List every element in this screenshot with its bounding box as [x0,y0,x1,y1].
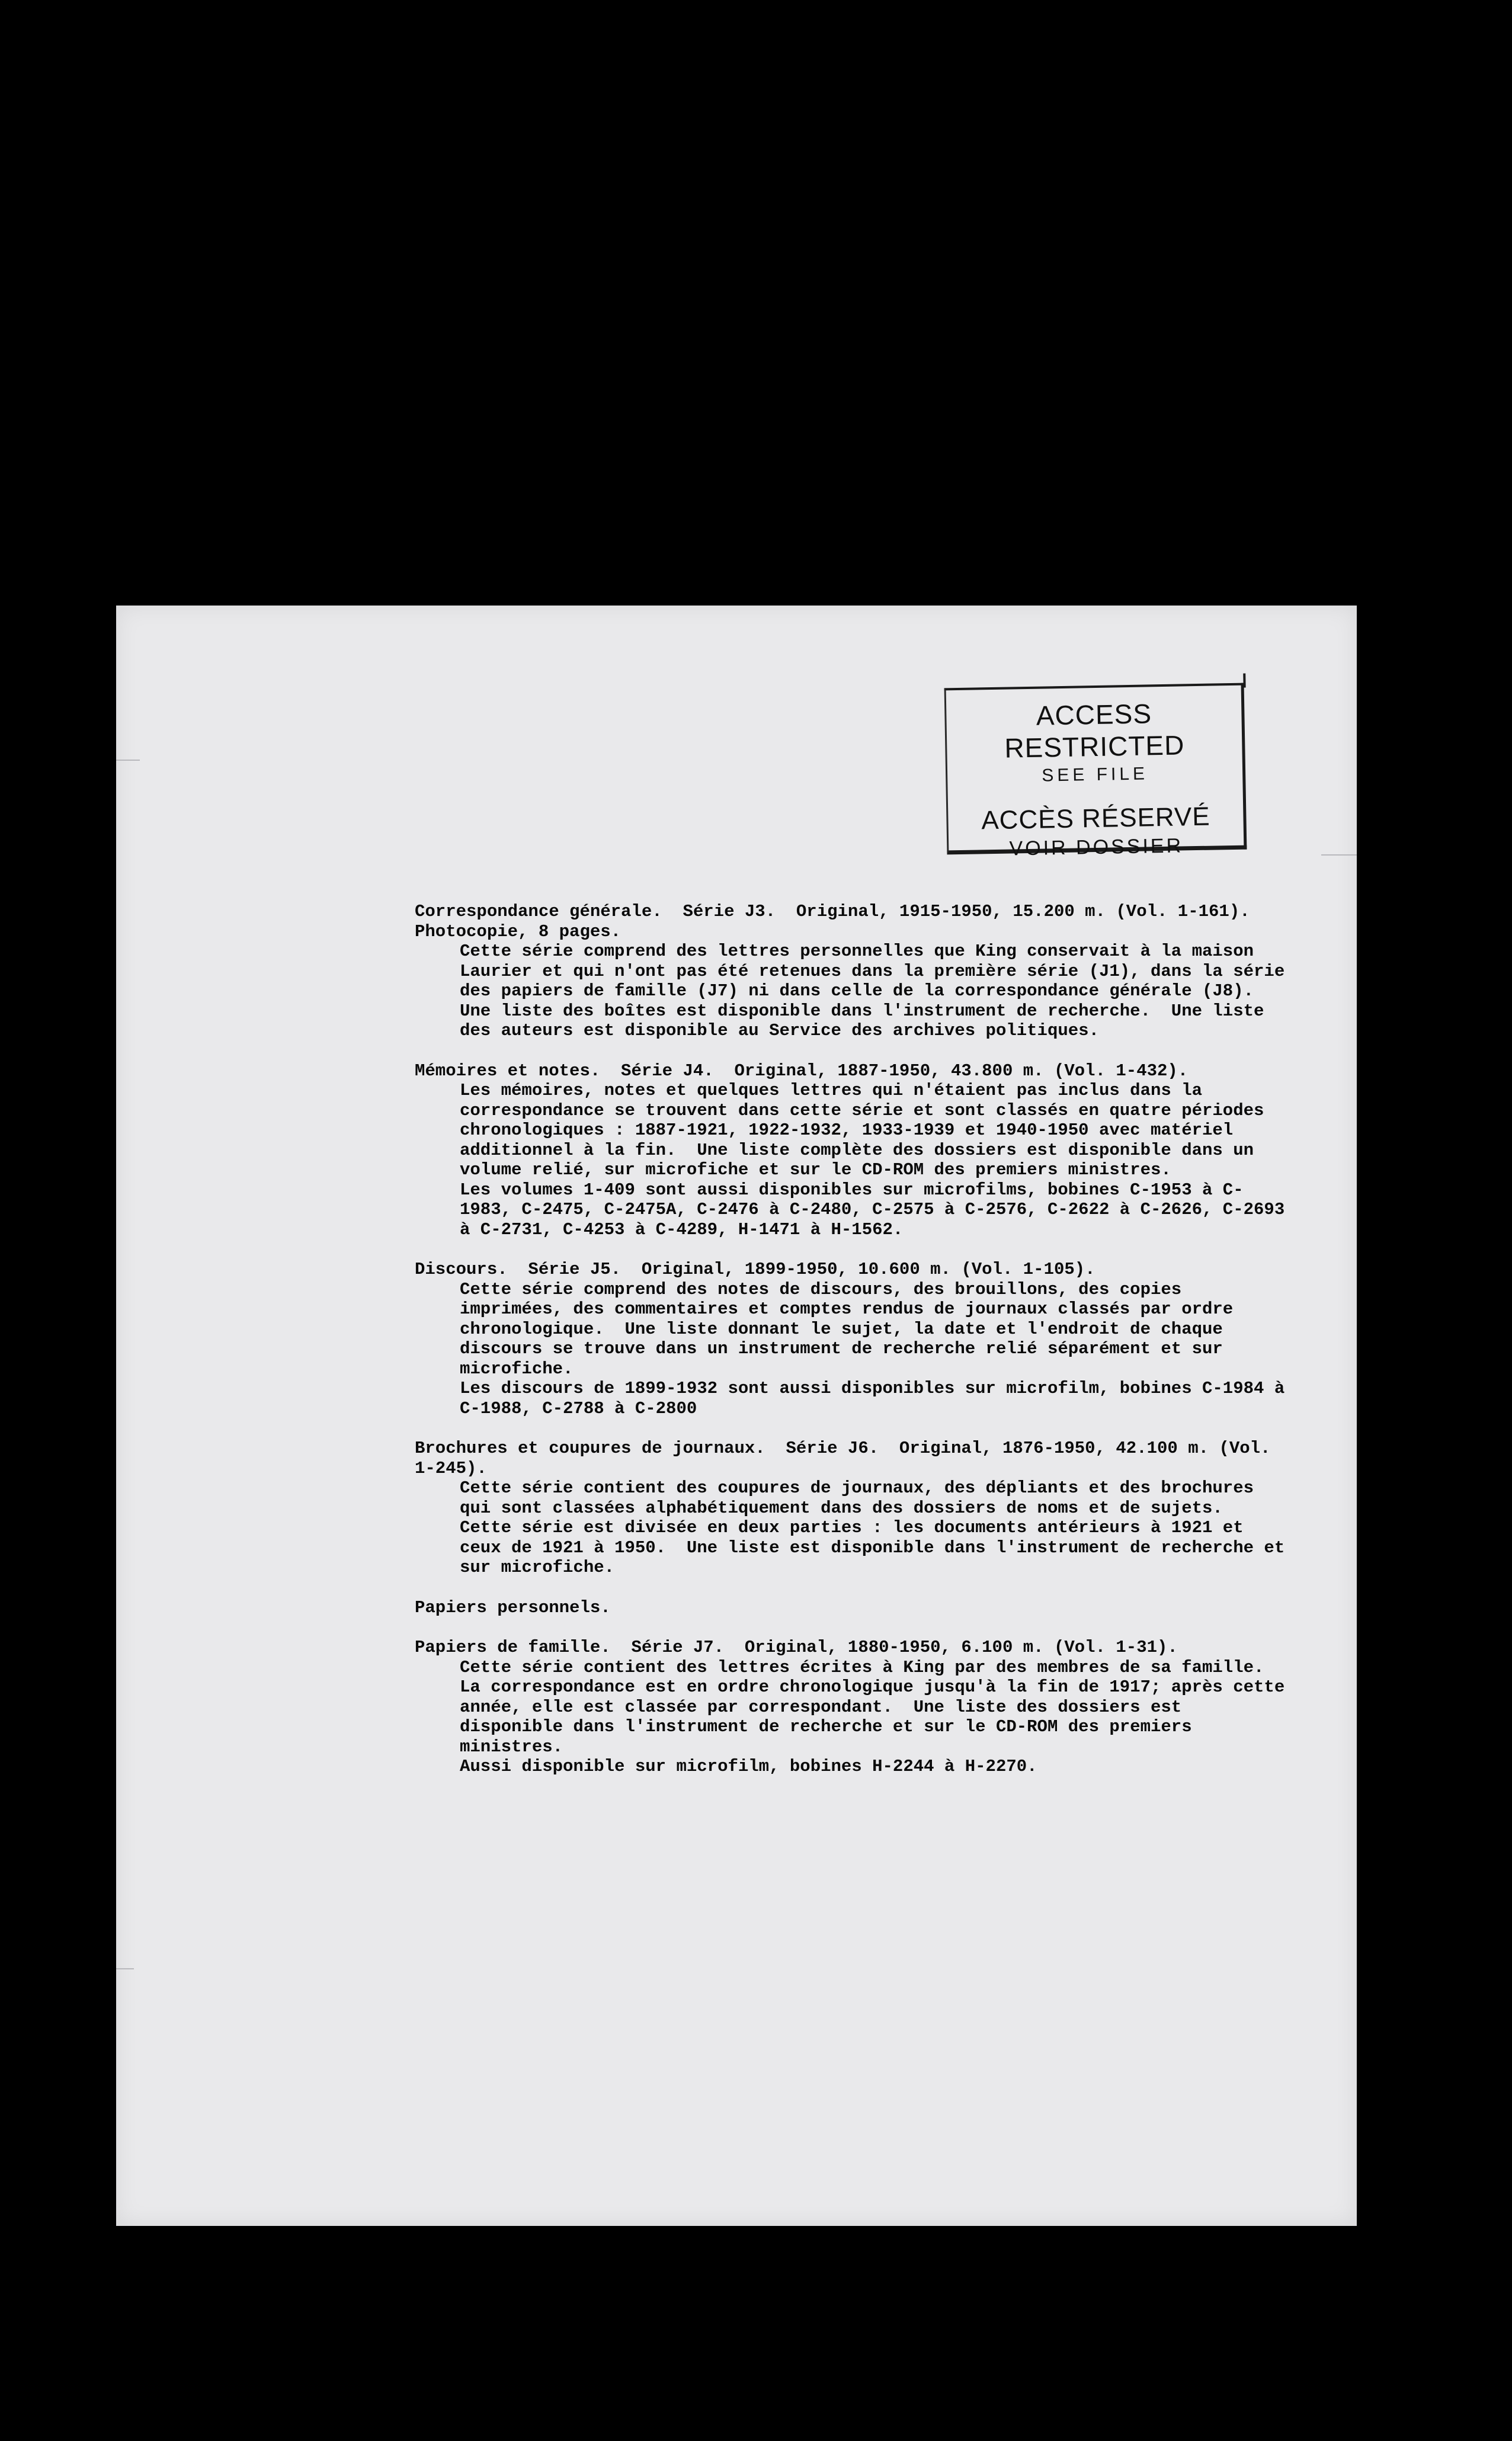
entry-paragraph: Cette série comprend des notes de discours, des brouillons, des copies imprimées, des commentaires et comptes rendus de journaux classés par ordre chronologique. Une liste donnant le sujet, la date et l'endroit de chaque discours se trouve dans un instrument de recherche relié séparément et sur microfiche. [460,1279,1244,1379]
entry-paragraph: Les discours de 1899-1932 sont aussi disponibles sur microfilm, bobines C-1984 à C-1988, C-2788 à C-2800 [460,1379,1295,1418]
entry-heading: Discours. Série J5. Original, 1899-1950, 10.600 m. (Vol. 1-105). [415,1260,1095,1279]
scan-artifact-right [1321,854,1357,856]
stamp-line-4: VOIR DOSSIER [1009,834,1184,860]
scan-artifact-left [116,760,140,761]
entry-brochures [415,1439,1295,1578]
entry-correspondance-generale [415,902,1295,1041]
stamp-line-3: ACCÈS RÉSERVÉ [981,802,1211,835]
entry-heading: Brochures et coupures de journaux. Série J6. Original, 1876-1950, 42.100 m. (Vol. 1-245). [415,1439,1281,1478]
section-heading-papiers-personnels: Papiers personnels. [415,1597,611,1617]
entry-heading: Papiers de famille. Série J7. Original, 1880-1950, 6.100 m. (Vol. 1-31). [415,1638,1178,1657]
entry-description [415,1657,1295,1777]
entry-description [415,1279,1295,1419]
access-restricted-stamp [944,683,1247,860]
entry-paragraph: Cette série comprend des lettres personnelles que King conservait à la maison Laurier et qui n'ont pas été retenues dans la première série (J1), dans la série des papiers de famille (J7) ni dans celle de la correspondance générale (J8). Une liste des boîtes est disponible dans l'instrument de recherche. Une liste des auteurs est disponible au Service des archives politiques. [460,941,1295,1040]
entry-heading: Correspondance générale. Série J3. Original, 1915-1950, 15.200 m. (Vol. 1-161). Photocopie, 8 pages. [415,902,1271,941]
entry-description [415,941,1295,1041]
scan-artifact-left-2 [116,1968,134,1969]
entry-discours [415,1260,1295,1418]
stamp-line-2: SEE FILE [1042,764,1149,786]
entry-description [415,1081,1295,1239]
entry-paragraph: Les mémoires, notes et quelques lettres qui n'étaient pas inclus dans la correspondance se trouvent dans cette série et sont classés en quatre périodes chronologiques : 1887-1921, 1922-1932, 1933-1939 et 1940-1950 avec matériel additionnel à la fin. Une liste complète des dossiers est disponible dans un volume relié, sur microfiche et sur le CD-ROM des premiers ministres. [460,1081,1274,1180]
document-text [415,902,1295,1797]
entry-description [415,1478,1295,1578]
entry-papiers-de-famille [415,1638,1295,1777]
stamp-corner-mark [1243,674,1245,688]
entry-heading: Mémoires et notes. Série J4. Original, 1887-1950, 43.800 m. (Vol. 1-432). [415,1061,1189,1081]
entry-paragraph: Les volumes 1-409 sont aussi disponibles sur microfilms, bobines C-1953 à C-1983, C-2475, C-2475A, C-2476 à C-2480, C-2575 à C-2576, C-2622 à C-2626, C-2693 à C-2731, C-4253 à C-4289, H-1471 à H-1562. [460,1180,1295,1239]
entry-paragraph: Aussi disponible sur microfilm, bobines H-2244 à H-2270. [460,1757,1037,1776]
entry-memoires-et-notes [415,1061,1295,1240]
stamp-line-1: ACCESS RESTRICTED [1004,698,1185,764]
entry-paragraph: Cette série contient des lettres écrites à King par des membres de sa famille. La correspondance est en ordre chronologique jusqu'à la fin de 1917; après cette année, elle est classée par correspondant. Une liste des dossiers est disponible dans l'instrument de recherche et sur le CD-ROM des premiers ministres. [460,1657,1295,1757]
entry-paragraph: Cette série contient des coupures de journaux, des dépliants et des brochures qui sont classées alphabétiquement dans des dossiers de noms et de sujets. Cette série est divisée en deux parties : les documents antérieurs à 1921 et ceux de 1921 à 1950. Une liste est disponible dans l'instrument de recherche et sur microfiche. [460,1478,1295,1577]
